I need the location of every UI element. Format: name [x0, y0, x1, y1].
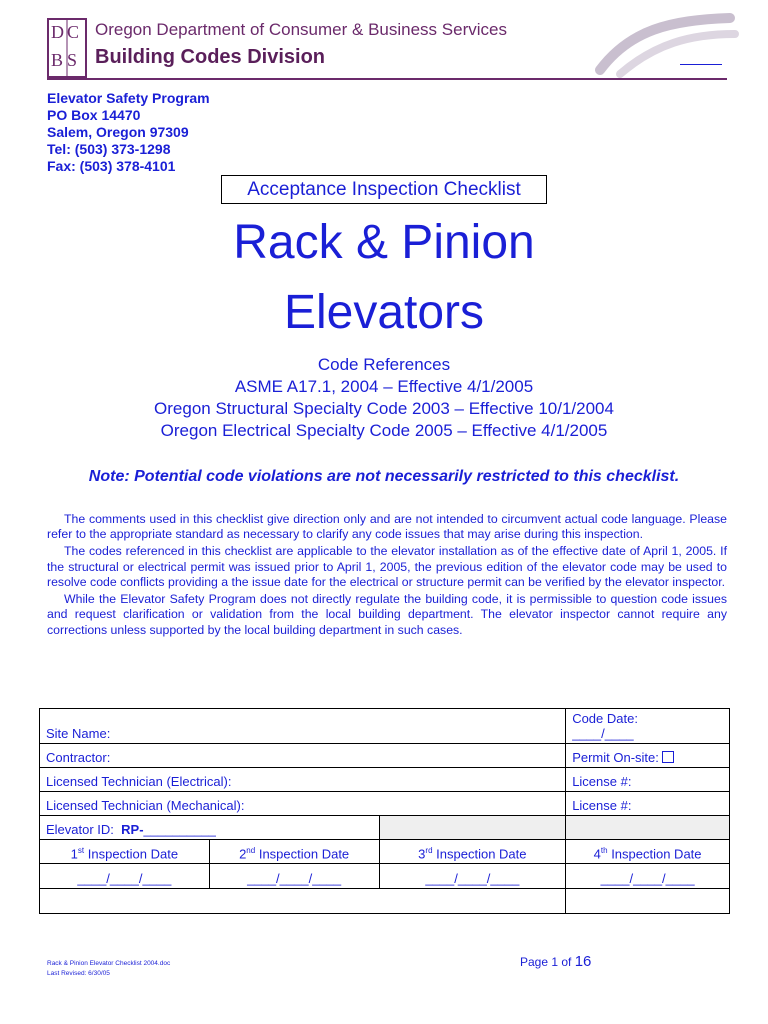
- inspection-4-header: 4th Inspection Date: [566, 840, 730, 864]
- footer-document-info: [47, 959, 170, 979]
- inspection-4-date[interactable]: ____/____/____: [566, 864, 730, 889]
- inspection-3-header: 3rd Inspection Date: [379, 840, 566, 864]
- permit-onsite-label: Permit On-site:: [572, 750, 659, 765]
- tech-mechanical-field[interactable]: [40, 792, 566, 816]
- permit-onsite-field[interactable]: [566, 744, 730, 768]
- elevator-id-label: Elevator ID:: [46, 822, 114, 837]
- page-total: 16: [574, 953, 592, 970]
- inspection-2-header: 2nd Inspection Date: [209, 840, 379, 864]
- page-number: [520, 953, 591, 970]
- contractor-field[interactable]: [40, 744, 566, 768]
- title-line-2: Elevators: [283, 286, 485, 339]
- tech-electrical-label: Licensed Technician (Electrical):: [46, 774, 232, 789]
- checklist-type-box: Acceptance Inspection Checklist: [221, 175, 547, 204]
- dcbs-logo: [47, 18, 87, 78]
- department-name: Oregon Department of Consumer & Business Services: [95, 20, 507, 39]
- svg-text:B: B: [51, 50, 64, 70]
- svg-text:C: C: [67, 22, 80, 42]
- paragraph: While the Elevator Safety Program does not directly regulate the building code, it is permissible to question code issues and request clarification or validation from the local building department. The elevator inspector cannot require any corrections unless supported by the local building department in such cases.: [47, 592, 727, 637]
- header-rule: [47, 78, 727, 80]
- po-box: PO Box 14470: [47, 107, 141, 123]
- license-label: License #:: [572, 798, 632, 813]
- license-electrical-field[interactable]: [566, 768, 730, 792]
- inspection-3-date[interactable]: ____/____/____: [379, 864, 566, 889]
- header-swirl-graphic: [560, 10, 740, 80]
- fax: Fax: (503) 378-4101: [47, 158, 176, 174]
- site-name-label: Site Name:: [46, 726, 111, 741]
- svg-text:S: S: [67, 50, 78, 70]
- inspection-info-form: [39, 708, 730, 914]
- title-line-1: Rack & Pinion: [233, 216, 535, 269]
- code-reference-item: Oregon Structural Specialty Code 2003 – Effective 10/1/2004: [154, 399, 614, 418]
- code-date-label: Code Date:: [572, 711, 638, 726]
- intro-paragraphs: [47, 512, 727, 640]
- notes-field-right[interactable]: [566, 889, 730, 914]
- address-block: [47, 90, 210, 175]
- tech-electrical-field[interactable]: [40, 768, 566, 792]
- notes-field[interactable]: [40, 889, 566, 914]
- elevator-id-field[interactable]: [40, 816, 380, 840]
- page-title: [0, 208, 768, 348]
- code-reference-item: ASME A17.1, 2004 – Effective 4/1/2005: [234, 377, 534, 396]
- footer-filename: Rack & Pinion Elevator Checklist 2004.doc: [47, 960, 171, 967]
- note: Note: Potential code violations are not necessarily restricted to this checklist.: [88, 468, 680, 485]
- tech-mechanical-label: Licensed Technician (Mechanical):: [46, 798, 245, 813]
- page-number-prefix: Page 1 of: [520, 955, 572, 969]
- svg-text:D: D: [51, 22, 64, 42]
- license-label: License #:: [572, 774, 632, 789]
- code-references: [0, 354, 768, 442]
- division-name: Building Codes Division: [95, 46, 326, 68]
- footer-last-revised: Last Revised: 6/30/05: [47, 970, 110, 977]
- elevator-id-blank: __________: [143, 822, 216, 837]
- inspection-1-date[interactable]: ____/____/____: [40, 864, 210, 889]
- code-date-field[interactable]: [566, 709, 730, 744]
- inspection-1-header: 1st Inspection Date: [40, 840, 210, 864]
- code-reference-item: Oregon Electrical Specialty Code 2005 – Effective 4/1/2005: [160, 421, 608, 440]
- license-mechanical-field[interactable]: [566, 792, 730, 816]
- elevator-id-prefix: RP-: [121, 822, 144, 837]
- paragraph: The comments used in this checklist give direction only and are not intended to circumvent actual code language. Please refer to the appropriate standard as necessary to clarify any code issues that may arise during this inspection.: [47, 512, 727, 542]
- permit-onsite-checkbox[interactable]: [662, 751, 674, 763]
- code-date-blank: ____/____: [572, 726, 634, 741]
- program-name: Elevator Safety Program: [47, 90, 210, 106]
- header-blank-line: [680, 64, 722, 65]
- inspection-2-date[interactable]: ____/____/____: [209, 864, 379, 889]
- paragraph: The codes referenced in this checklist are applicable to the elevator installation as of the effective date of April 1, 2005. If the structural or electrical permit was issued prior to April 1, 2005, the previous edition of the elevator code may be used to resolve code conflicts providing a the issue date for the electrical or structure permit can be verified by the elevator inspector.: [47, 544, 727, 590]
- site-name-field[interactable]: [40, 709, 566, 744]
- contractor-label: Contractor:: [46, 750, 111, 765]
- shaded-cell: [566, 816, 730, 840]
- telephone: Tel: (503) 373-1298: [47, 141, 171, 157]
- code-references-heading: Code References: [317, 355, 451, 374]
- shaded-cell: [379, 816, 566, 840]
- city: Salem, Oregon 97309: [47, 124, 189, 140]
